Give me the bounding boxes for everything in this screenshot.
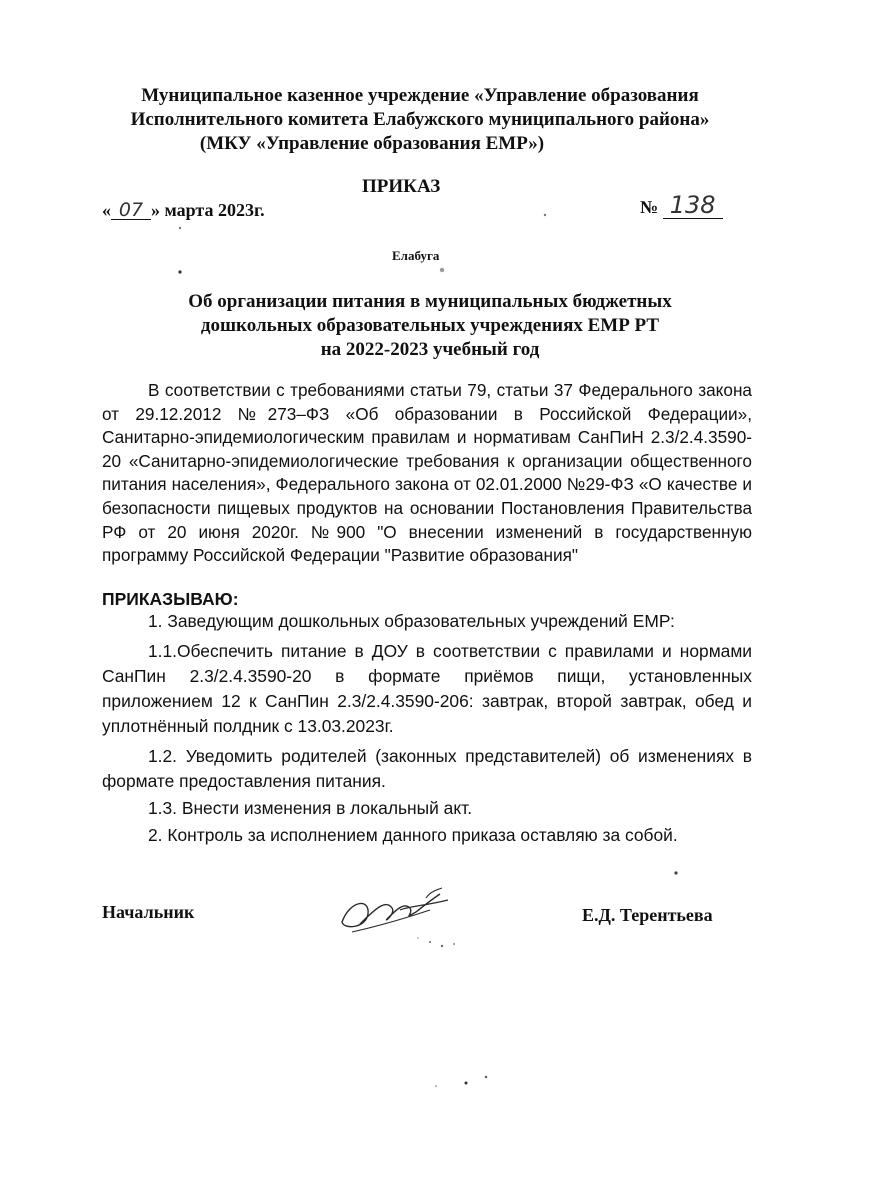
- organization-line-2: Исполнительного комитета Елабужского муниципального района»: [130, 109, 710, 130]
- preamble-paragraph: В соответствии с требованиями статьи 79, статьи 37 Федерального закона от 29.12.2012 №273–ФЗ «Об образовании в Российской Федерации», Санитарно-эпидемиологическим правилам и нормативам СанПиН 2.3/2.4.3590-20 «Санитарно-эпидемиологические требования к организации общественного питания населения», Федерального закона от 02.01.2000 №29-ФЗ «О качестве и безопасности пищевых продуктов на основании Постановления Правительства РФ от 20 июня 2020г. №900 "О внесении изменений в государственную программу Российской Федерации "Развитие образования": [102, 380, 752, 566]
- order-item: 1.2. Уведомить родителей (законных представителей) об изменениях в формате предоставления питания.: [102, 746, 752, 791]
- date-month-year: марта 2023г.: [160, 200, 265, 220]
- order-item: 1. Заведующим дошкольных образовательных учреждений ЕМР:: [148, 611, 675, 631]
- handwritten-number: 138: [663, 192, 723, 219]
- order-item: 2. Контроль за исполнением данного приказа оставляю за собой.: [148, 825, 678, 845]
- date-open-quote: «: [102, 200, 111, 220]
- number-label: №: [640, 197, 659, 217]
- signatory-position: Начальник: [102, 902, 195, 922]
- subject-line-1: Об организации питания в муниципальных бюджетных: [188, 291, 672, 312]
- organization-line-3: (МКУ «Управление образования ЕМР»): [199, 133, 545, 154]
- order-item: 1.3. Внести изменения в локальный акт.: [148, 798, 473, 818]
- date-close-quote: »: [151, 200, 160, 220]
- ordering-word: ПРИКАЗЫВАЮ:: [102, 589, 239, 609]
- order-item: 1.1.Обеспечить питание в ДОУ в соответствии с правилами и нормами СанПин 2.3/2.4.3590-20 в формате приёмов пищи, установленных приложением 12 к СанПин 2.3/2.4.3590-206: завтрак, второй завтрак, обед и уплотнённый полдник с 13.03.2023г.: [102, 641, 752, 736]
- order-title: ПРИКАЗ: [362, 176, 441, 197]
- handwritten-day: 07: [111, 201, 151, 220]
- subject-line-3: на 2022-2023 учебный год: [320, 339, 540, 360]
- signatory-name: Е.Д. Терентьева: [582, 905, 713, 925]
- city-name: Елабуга: [392, 248, 440, 263]
- organization-line-1: Муниципальное казенное учреждение «Управление образования: [141, 85, 699, 106]
- subject-line-2: дошкольных образовательных учреждениях ЕМР РТ: [200, 315, 660, 336]
